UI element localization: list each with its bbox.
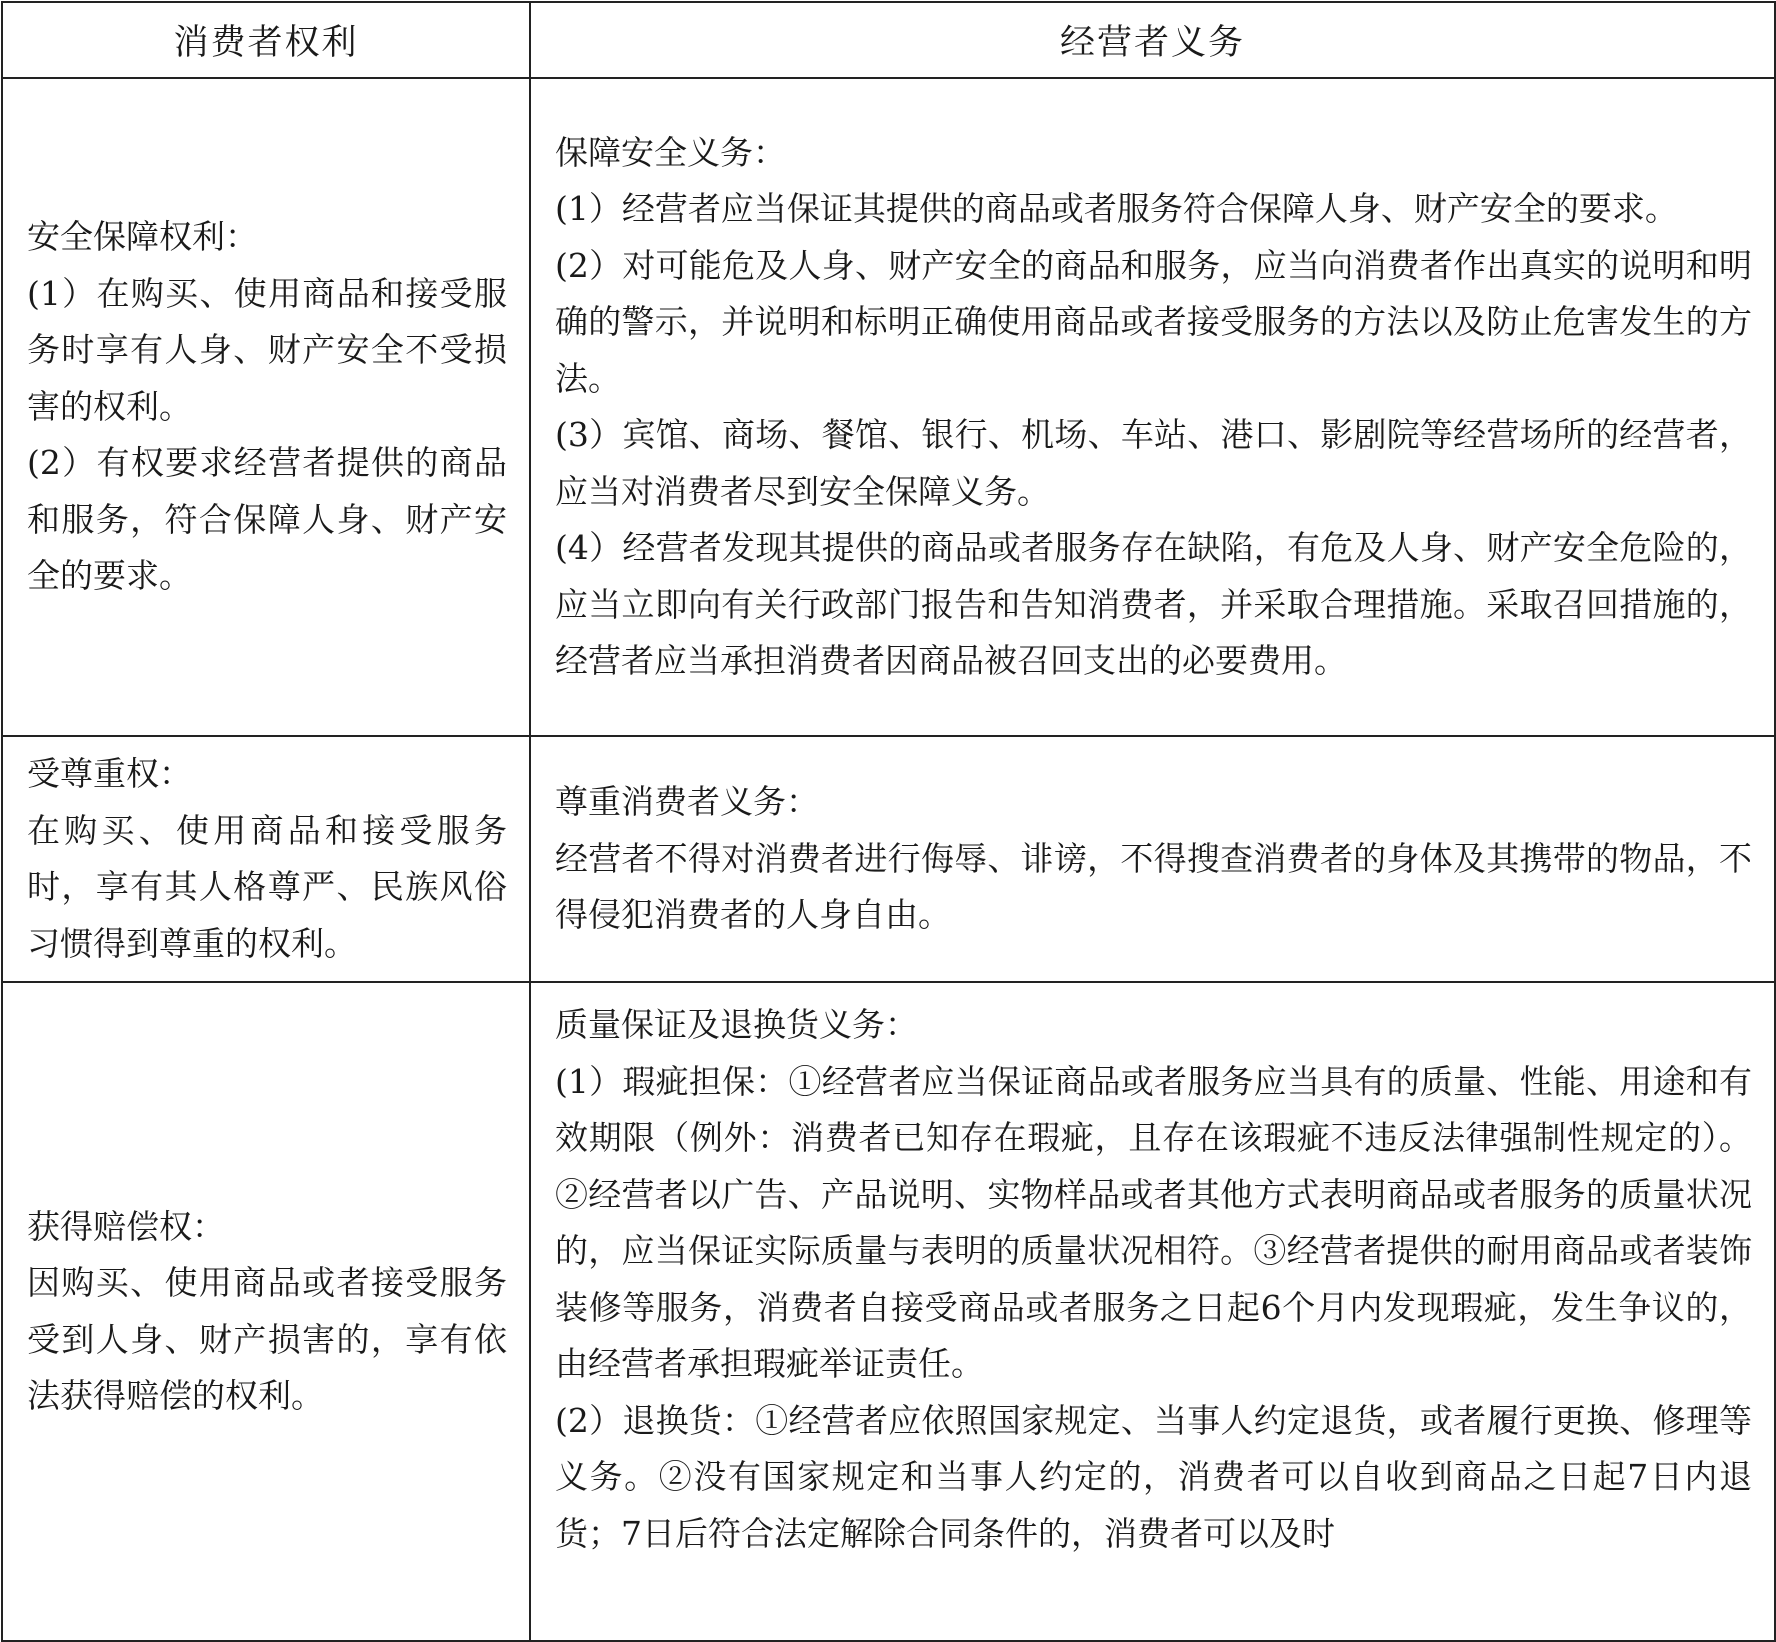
cell-safety-obligations [530,78,1775,736]
rights-title: 受尊重权： [27,754,192,793]
table-row [2,78,1775,736]
cell-respect-obligations [530,736,1775,982]
obligations-title: 保障安全义务： [555,132,786,172]
cell-respect-rights [2,736,530,982]
rights-item: 因购买、使用商品或者接受服务受到人身、财产损害的，享有依法获得赔偿的权利。 [27,1263,507,1415]
cell-safety-rights [2,78,530,736]
cell-compensation-rights [2,982,530,1641]
rights-item: 在购买、使用商品和接受服务时，享有其人格尊严、民族风俗习惯得到尊重的权利。 [27,810,507,963]
cell-quality-obligations [530,982,1775,1641]
rights-title: 获得赔偿权： [27,1206,225,1246]
table-header-row [2,2,1775,78]
obligations-item: (4）经营者发现其提供的商品或者服务存在缺陷，有危及人身、财产安全危险的，应当立即向有关行政部门报告和告知消费者，并采取合理措施。采取召回措施的，经营者应当承担消费者因商品被召回支出的必要费用。 [555,528,1752,680]
rights-item: (1）在购买、使用商品和接受服务时享有人身、财产安全不受损害的权利。 [27,273,507,426]
obligations-item: (1）瑕疵担保：①经营者应当保证商品或者服务应当具有的质量、性能、用途和有效期限（例外：消费者已知存在瑕疵，且存在该瑕疵不违反法律强制性规定的）。②经营者以广告、产品说明、实物样品或者其他方式表明商品或者服务的质量状况的，应当保证实际质量与表明的质量状况相符。③经营者提供的耐用商品或者装饰装修等服务，消费者自接受商品或者服务之日起6个月内发现瑕疵，发生争议的，由经营者承担瑕疵举证责任。 [555,1061,1752,1383]
obligations-item: 经营者不得对消费者进行侮辱、诽谤，不得搜查消费者的身体及其携带的物品，不得侵犯消费者的人身自由。 [555,838,1752,935]
rights-obligations-table [1,1,1776,1642]
obligations-item: (1）经营者应当保证其提供的商品或者服务符合保障人身、财产安全的要求。 [555,189,1678,228]
header-operator-obligations: 经营者义务 [530,2,1775,78]
rights-item: (2）有权要求经营者提供的商品和服务，符合保障人身、财产安全的要求。 [27,443,507,596]
header-consumer-rights: 消费者权利 [2,2,530,78]
table-row [2,736,1775,982]
obligations-item: (2）对可能危及人身、财产安全的商品和服务，应当向消费者作出真实的说明和明确的警示，并说明和标明正确使用商品或者接受服务的方法以及防止危害发生的方法。 [555,245,1752,398]
rights-title: 安全保障权利： [27,217,258,257]
obligations-title: 质量保证及退换货义务： [555,1005,918,1044]
obligations-item: (2）退换货：①经营者应依照国家规定、当事人约定退货，或者履行更换、修理等义务。②没有国家规定和当事人约定的，消费者可以自收到商品之日起7日内退货；7日后符合法定解除合同条件的，消费者可以及时 [555,1400,1752,1553]
obligations-title: 尊重消费者义务： [555,782,819,822]
obligations-item: (3）宾馆、商场、餐馆、银行、机场、车站、港口、影剧院等经营场所的经营者，应当对消费者尽到安全保障义务。 [555,415,1752,511]
table-row [2,982,1775,1641]
